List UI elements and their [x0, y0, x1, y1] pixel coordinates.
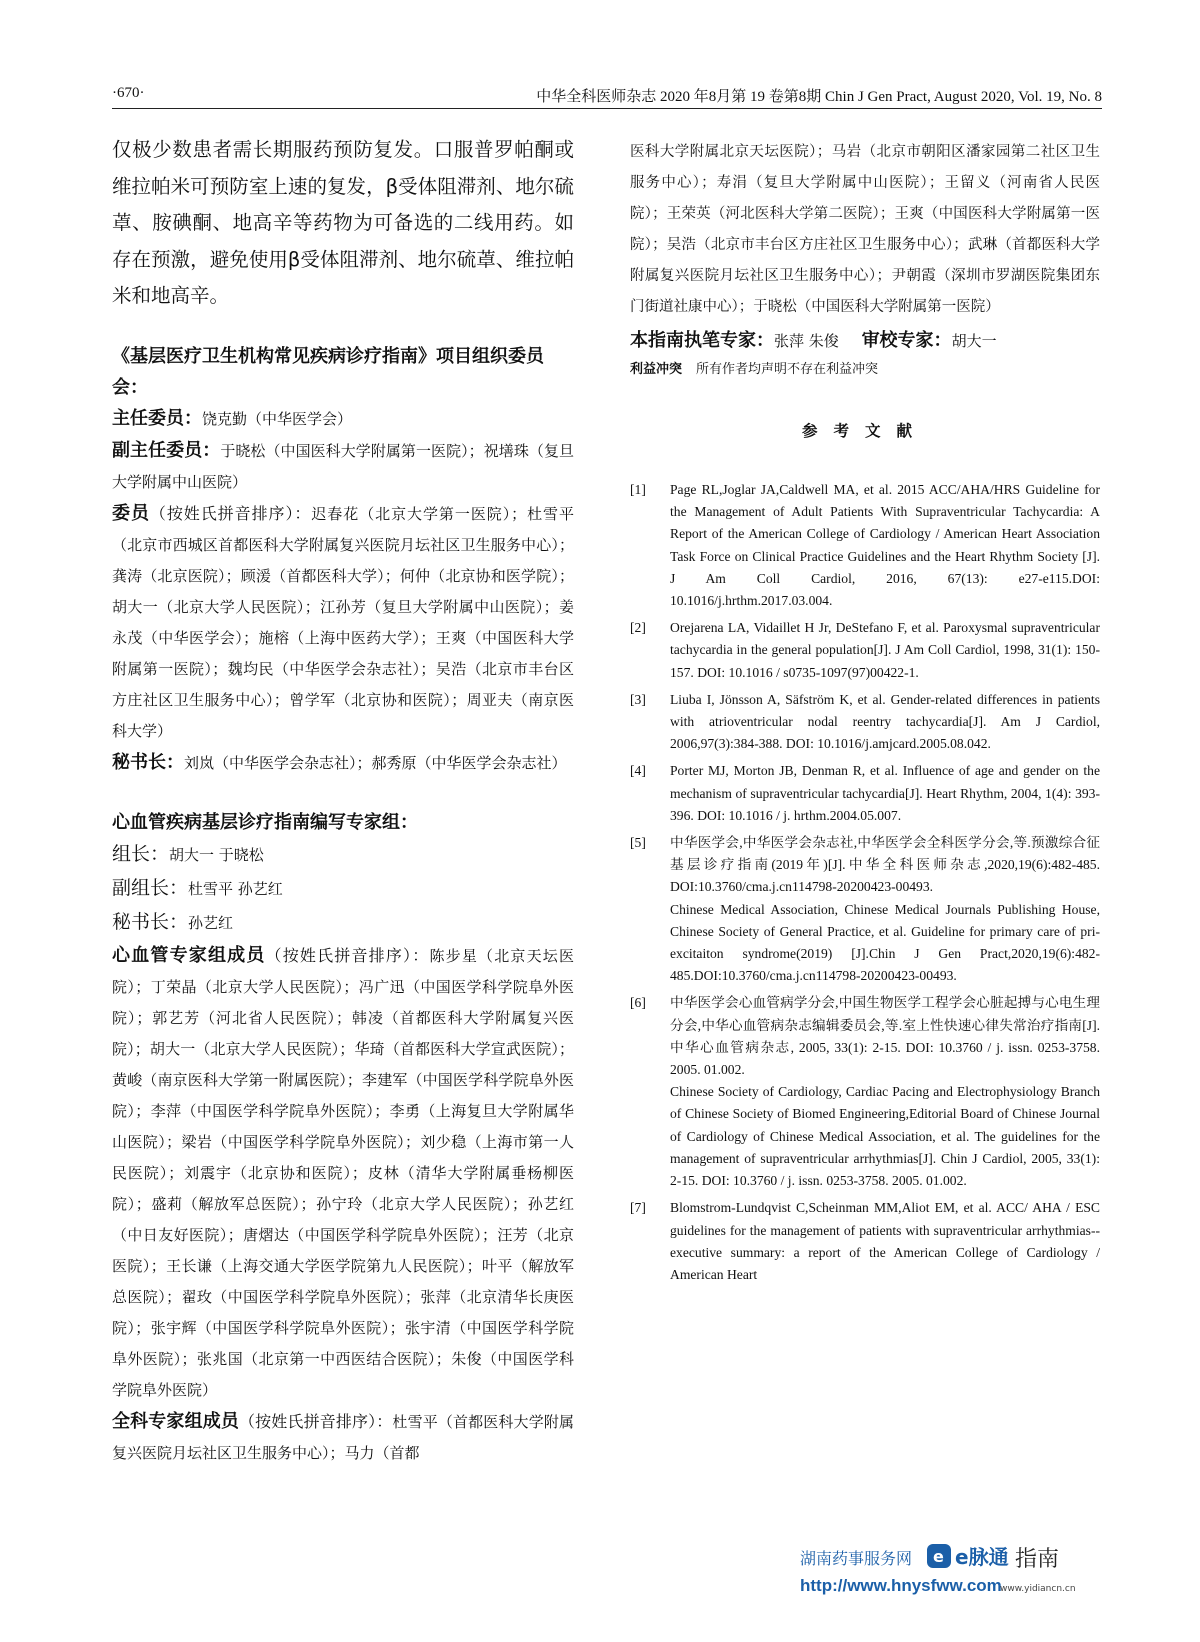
coi-label: 利益冲突: [630, 362, 683, 377]
reference-item: [630, 760, 1100, 827]
committee-title: 《基层医疗卫生机构常见疾病诊疗指南》项目组织委员会：: [112, 345, 544, 398]
gp-members-label: 全科专家组成员: [112, 1410, 239, 1432]
members-sort-note: （按姓氏拼音排序）：: [149, 503, 312, 523]
reference-text: 中华医学会,中华医学会杂志社,中华医学会全科医学分会,等.预激综合征基层诊疗指南(2019年)[J].中华全科医师杂志,2020,19(6):482-485. DOI:10.3760/cma.j.cn114798-20200423-00493.: [670, 835, 1100, 895]
reference-text: Orejarena LA, Vidaillet H Jr, DeStefano F, et al. Paroxysmal supraventricular tachycardia in the general population[J]. J Am Coll Cardiol, 1998, 31(1): 150-157. DOI: 10.1016 / s0735-1097(97)00422-1.: [670, 620, 1100, 680]
page-number: ·670·: [112, 85, 145, 101]
reference-text: 中华医学会心血管病学分会,中国生物医学工程学会心脏起搏与心电生理分会,中华心血管病杂志编辑委员会,等.室上性快速心律失常治疗指南[J]. 中华心血管病杂志, 2005, 33(1): 2-15. DOI: 10.3760 / j. issn. 0253-3758. 2005. 01.002.: [670, 995, 1100, 1078]
secretary-entry: [112, 747, 574, 779]
reviewer-label: 审校专家：: [861, 330, 952, 351]
emaitong-logo-icon: [925, 1540, 1015, 1574]
reference-text: Blomstrom-Lundqvist C,Scheinman MM,Aliot EM, et al. ACC/ AHA / ESC guidelines for the management of patients with supraventricular arrhythmias--executive summary: a report of the American College of Cardiology / American Heart: [670, 1200, 1100, 1282]
page-header: [112, 82, 1102, 109]
reference-item: [630, 832, 1100, 987]
cardio-sort-note: （按姓氏拼音排序）：: [265, 945, 430, 965]
reference-number: [3]: [630, 691, 646, 707]
author-label: 本指南执笔专家：: [630, 330, 774, 351]
reference-text: Porter MJ, Morton JB, Denman R, et al. Influence of age and gender on the mechanism of supraventricular tachycardia[J]. Heart Rhythm, 2004, 1(4): 393-396. DOI: 10.1016 / j. hrthm.2004.05.007.: [670, 763, 1100, 823]
journal-citation: 中华全科医师杂志 2020 年8月第 19 卷第8期 Chin J Gen Pract, August 2020, Vol. 19, No. 8: [536, 89, 1102, 105]
reference-english-text: Chinese Medical Association, Chinese Medical Journals Publishing House, Chinese Society of General Practice, et al. Guideline for primary care of pri-excitaiton syndrome(2019) [J].Chin J Gen Pract,2020,19(6):482-485.DOI:10.3760/cma.j.cn114798-20200423-00493.: [670, 901, 1100, 984]
author-text: 张萍 朱俊: [774, 332, 839, 350]
right-column: [630, 137, 1100, 1291]
gp-members-text: 杜雪平（首都医科大学附属复兴医院月坛社区卫生服务中心）；马力（首都: [112, 1412, 574, 1462]
reference-number: [7]: [630, 1200, 646, 1216]
watermark-site-name: 湖南药事服务网: [800, 1549, 913, 1568]
reference-item: [630, 617, 1100, 684]
leader-label: 组长：: [112, 842, 170, 865]
author-entry: [630, 325, 1100, 357]
watermark-url[interactable]: http://www.hnysfww.com: [800, 1576, 1002, 1595]
reference-number: [1]: [630, 482, 646, 497]
vice-leader-label: 副组长：: [112, 876, 189, 899]
reference-item: [630, 689, 1100, 756]
reference-number: [4]: [630, 763, 646, 779]
group-secretary-entry: [112, 906, 574, 940]
reference-english-text: Chinese Society of Cardiology, Cardiac Pacing and Electrophysiology Branch of Chinese Society of Biomed Engineering,Editorial Board of Chinese Journal of Cardiology of Chinese Medical Association, et al. The guidelines for the management of supraventricular arrhythmias[J]. Chin J Cardiol, 2005, 33(1): 2-15. DOI: 10.3760 / j. issn. 0253-3758. 2005. 01.002.: [670, 1084, 1100, 1189]
watermark-small-site: www.yidiancn.cn: [1000, 1584, 1076, 1594]
references-title: 参考文献: [801, 422, 928, 440]
reviewer-text: 胡大一: [951, 332, 997, 350]
vice-leader-text: 杜雪平 孙艺红: [188, 879, 283, 898]
gp-members-continued: 医科大学附属北京天坛医院）；马岩（北京市朝阳区潘家园第二社区卫生服务中心）；寿涓（复旦大学附属中山医院）；王留义（河南省人民医院）；王荣英（河北医科大学第二医院）；王爽（中国医科大学附属第一医院）；吴浩（北京市丰台区方庄社区卫生服务中心）；武琳（首都医科大学附属复兴医院月坛社区卫生服务中心）；尹朝霞（深圳市罗湖医院集团东门街道社康中心）；于晓松（中国医科大学附属第一医院）: [630, 144, 1100, 315]
coi-text: 所有作者均声明不存在利益冲突: [696, 362, 879, 377]
reference-text: Page RL,Joglar JA,Caldwell MA, et al. 2015 ACC/AHA/HRS Guideline for the Management of Adult Patients With Supraventricular Tachycardia: A Report of the American College of Cardiology / American Heart Association Task Force on Clinical Practice Guidelines and the Heart Rhythm Society [J]. J Am Coll Cardiol, 2016, 67(13): e27-e115.DOI: 10.1016/j.hrthm.2017.03.004.: [670, 482, 1100, 609]
group-secretary-label: 秘书长：: [112, 910, 189, 933]
reference-number: [5]: [630, 835, 646, 851]
svg-text:e: e: [933, 1547, 944, 1566]
vice-chair-text: 于晓松（中国医科大学附属第一医院）；祝墡珠（复旦大学附属中山医院）: [112, 441, 574, 491]
chair-entry: [112, 403, 574, 435]
members-entry: [112, 498, 574, 747]
secretary-text: 刘岚（中华医学会杂志社）；郝秀原（中华医学会杂志社）: [184, 753, 567, 772]
reference-number: [6]: [630, 995, 646, 1011]
reference-number: [2]: [630, 620, 646, 636]
conflict-of-interest: [630, 357, 1100, 383]
vice-chair-label: 副主任委员：: [112, 439, 221, 461]
gp-sort-note: （按姓氏拼音排序）：: [239, 1411, 393, 1431]
reference-list: [630, 479, 1100, 1286]
cardio-members-entry: [112, 940, 574, 1406]
secretary-label: 秘书长：: [112, 751, 184, 773]
chair-label: 主任委员：: [112, 407, 202, 429]
cardio-members-text: 陈步星（北京天坛医院）；丁荣晶（北京大学人民医院）；冯广迅（中国医学科学院阜外医院）；郭艺芳（河北省人民医院）；韩凌（首都医科大学附属复兴医院）；胡大一（北京大学人民医院）；华琦（首都医科大学宣武医院）；黄峻（南京医科大学第一附属医院）；李建军（中国医学科学院阜外医院）；李萍（中国医学科学院阜外医院）；李勇（上海复旦大学附属华山医院）；梁岩（中国医学科学院阜外医院）；刘少稳（上海市第一人民医院）；刘震宇（北京协和医院）；皮林（清华大学附属垂杨柳医院）；盛莉（解放军总医院）；孙宁玲（北京大学人民医院）；孙艺红（中日友好医院）；唐熠达（中国医学科学院阜外医院）；汪芳（北京医院）；王长谦（上海交通大学医学院第九人民医院）；叶平（解放军总医院）；翟玫（中国医学科学院阜外医院）；张萍（北京清华长庚医院）；张宇辉（中国医学科学院阜外医院）；张宇清（中国医学科学院阜外医院）；张兆国（北京第一中西医结合医院）；朱俊（中国医学科学院阜外医院）: [112, 946, 574, 1399]
cardio-members-label: 心血管专家组成员: [112, 944, 266, 966]
watermark-guide-label: 指南: [1015, 1547, 1060, 1572]
watermark: [800, 1540, 1100, 1620]
vice-leader-entry: [112, 872, 574, 906]
reference-item: [630, 479, 1100, 612]
leader-text: 胡大一 于晓松: [169, 845, 264, 864]
chair-text: 饶克勤（中华医学会）: [202, 409, 353, 428]
expert-group-title: 心血管疾病基层诊疗指南编写专家组：: [112, 811, 418, 833]
logo-text: e脉通: [955, 1545, 1009, 1569]
reference-text: Liuba I, Jönsson A, Säfström K, et al. Gender-related differences in patients with atrioventricular nodal reentry tachycardia[J]. Am J Cardiol, 2006,97(3):384-388. DOI: 10.1016/j.amjcard.2005.08.042.: [670, 691, 1100, 752]
reference-item: [630, 992, 1100, 1192]
members-label: 委员: [112, 502, 150, 524]
leader-entry: [112, 838, 574, 872]
group-secretary-text: 孙艺红: [188, 913, 234, 932]
reference-item: [630, 1197, 1100, 1286]
members-text: 迟春花（北京大学第一医院）；杜雪平（北京市西城区首都医科大学附属复兴医院月坛社区卫生服务中心）；龚涛（北京医院）；顾湲（首都医科大学）；何仲（北京协和医学院）；胡大一（北京大学人民医院）；江孙芳（复旦大学附属中山医院）；姜永茂（中华医学会）；施榕（上海中医药大学）；王爽（中国医科大学附属第一医院）；魏均民（中华医学会杂志社）；吴浩（北京市丰台区方庄社区卫生服务中心）；曾学军（北京协和医院）；周亚夫（南京医科大学）: [112, 504, 574, 740]
intro-paragraph: 仅极少数患者需长期服药预防复发。口服普罗帕酮或维拉帕米可预防室上速的复发，β受体阻滞剂、地尔硫䓬、胺碘酮、地高辛等药物为可备选的二线用药。如存在预激，避免使用β受体阻滞剂、地尔硫䓬、维拉帕米和地高辛。: [112, 138, 574, 307]
left-column: [112, 132, 574, 1469]
vice-chair-entry: [112, 435, 574, 498]
gp-members-entry: [112, 1406, 574, 1469]
